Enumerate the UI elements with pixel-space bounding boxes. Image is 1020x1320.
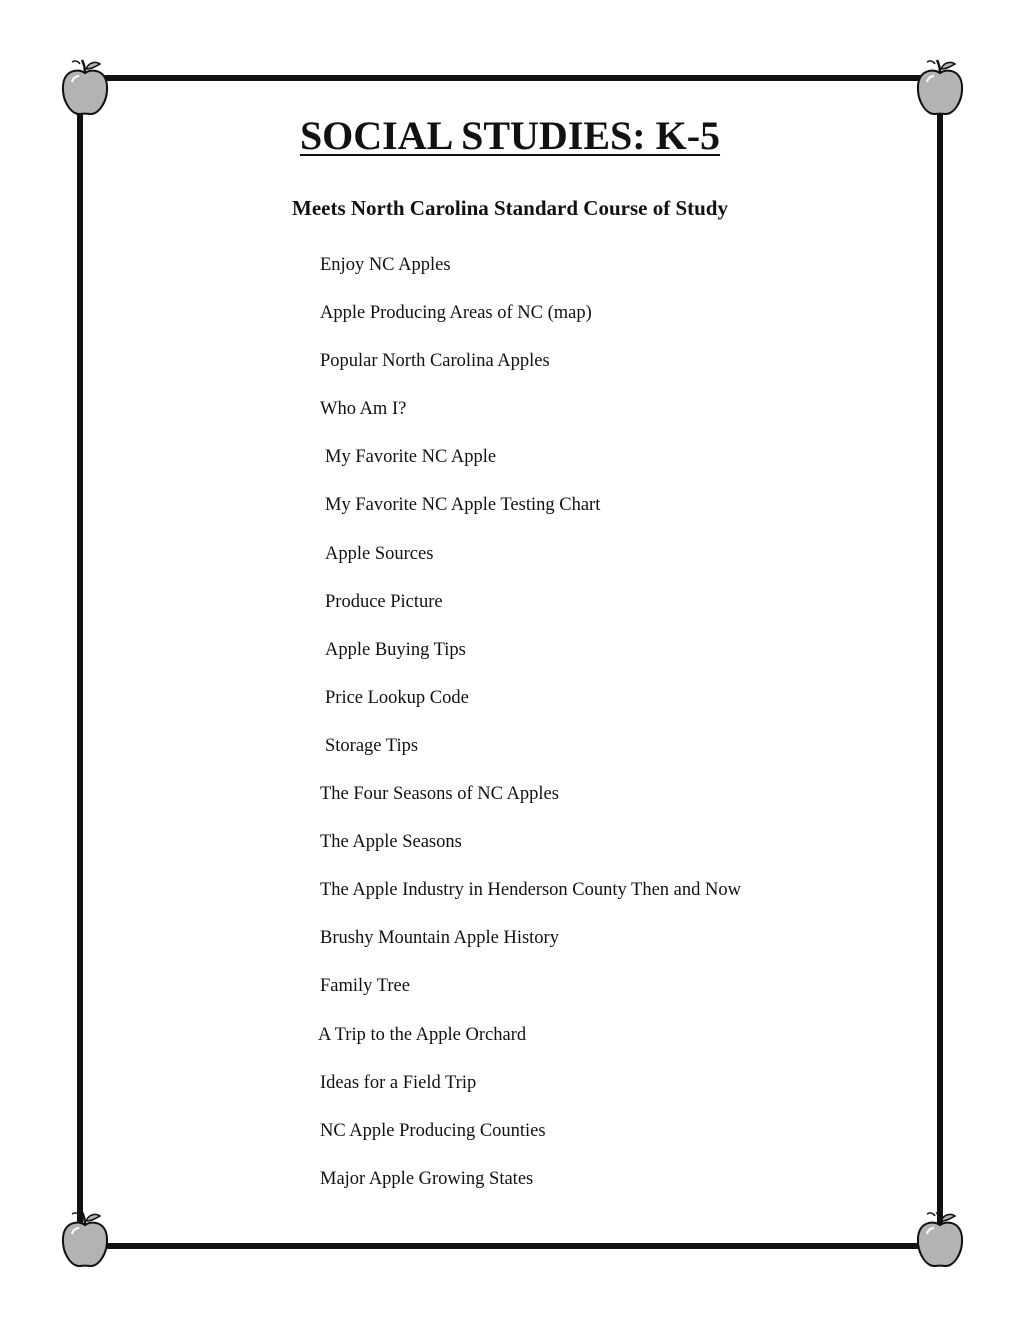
- list-item: My Favorite NC Apple Testing Chart: [325, 495, 601, 516]
- list-item: Enjoy NC Apples: [320, 255, 451, 275]
- list-item: Family Tree: [320, 976, 410, 997]
- list-item: Produce Picture: [325, 591, 443, 612]
- page-subtitle: Meets North Carolina Standard Course of Study: [292, 196, 728, 220]
- list-item: Brushy Mountain Apple History: [320, 928, 559, 949]
- contents-list: [320, 253, 741, 1215]
- list-item: The Apple Seasons: [320, 832, 462, 853]
- page-title: SOCIAL STUDIES: K-5: [299, 113, 721, 158]
- list-item: Apple Producing Areas of NC (map): [320, 303, 592, 324]
- list-item: Ideas for a Field Trip: [320, 1072, 477, 1093]
- list-item: Who Am I?: [320, 399, 407, 420]
- apple-icon: [58, 1210, 112, 1270]
- apple-icon: [913, 58, 967, 118]
- list-item: Apple Sources: [325, 543, 434, 564]
- list-item: Price Lookup Code: [325, 687, 469, 708]
- list-item: The Apple Industry in Henderson County Then and Now: [320, 880, 741, 901]
- list-item: Apple Buying Tips: [325, 639, 466, 660]
- apple-icon: [58, 58, 112, 118]
- list-item: Storage Tips: [325, 735, 419, 756]
- apple-icon: [913, 1210, 967, 1270]
- list-item: My Favorite NC Apple: [325, 447, 497, 468]
- list-item: Major Apple Growing States: [320, 1168, 534, 1189]
- list-item: A Trip to the Apple Orchard: [318, 1024, 527, 1045]
- list-item: The Four Seasons of NC Apples: [320, 784, 559, 805]
- list-item: Popular North Carolina Apples: [320, 351, 550, 372]
- list-item: NC Apple Producing Counties: [320, 1120, 546, 1141]
